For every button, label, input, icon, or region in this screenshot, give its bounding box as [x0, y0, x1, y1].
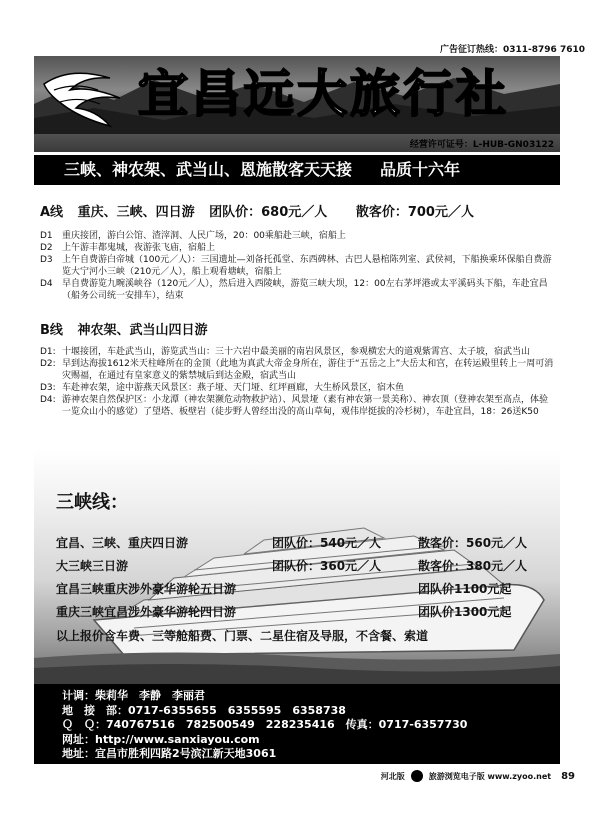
reception-line: 地 接 部：0717-6355655 6355595 6358738 [62, 703, 346, 717]
price-row: 大三峡三日游 团队价：360元／人 散客价：380元／人 [56, 559, 528, 573]
page-number: 89 [561, 770, 575, 782]
route-a-group-price: 团队价：680元／人 [209, 205, 328, 220]
price-row: 重庆三峡宜昌涉外豪华游轮四日游 团队价1300元起 [56, 605, 512, 619]
route-a-header [40, 201, 484, 220]
agency-title: 宜昌远大旅行社 [138, 65, 509, 123]
itinerary-day: D2 上午游丰都鬼城，夜游张飞庙，宿船上 [40, 243, 216, 253]
ad-hotline: 广告征订热线：0311-8796 7610 [439, 45, 585, 55]
edition-label: 河北版 [380, 771, 405, 781]
sanxia-title: 三峡线： [56, 492, 128, 513]
planner-line: 计调：柴莉华 李静 李丽君 [62, 689, 205, 702]
price-row: 宜昌、三峡、重庆四日游 团队价：540元／人 散客价：560元／人 [56, 536, 528, 550]
route-a-name: 重庆、三峡、四日游 [77, 205, 195, 220]
site-label: 旅游浏览电子版 www.zyoo.net [428, 771, 552, 781]
itinerary-day: D3 上午自费游白帝城（100元／人）：三国遗址—刘备托孤堂、东西碑林、古巴人悬棺陈列室、武侯祠，下船换乘环保船自费游览大宁河小三峡（210元／人），船上观看塘峡，宿船上 [40, 255, 552, 277]
header-banner [34, 56, 560, 152]
route-b-code: B线 [40, 323, 63, 338]
website-line[interactable]: 网址：http://www.sanxiayou.com [62, 732, 260, 746]
route-b-header [40, 319, 217, 338]
tagline-bar [34, 155, 560, 185]
itinerary-day: D1 重庆接团，游白公馆、渣滓洞、人民广场，20：00乘船赴三峡，宿船上 [40, 231, 346, 241]
itinerary-day: D4 早自费游览九畹溪峡谷（120元／人），然后进入西陵峡，游览三峡大坝，12：00左右茅坪港或太平溪码头下船，车赴宜昌（船务公司统一安排车），结束 [40, 279, 548, 301]
route-a-itinerary [40, 230, 555, 302]
price-row: 宜昌三峡重庆涉外豪华游轮五日游 团队价1100元起 [56, 582, 512, 596]
itinerary-day: D3: 车赴神农架，途中游燕天风景区：燕子垭、天门垭、红坪画廊，大生桥风景区，宿木鱼 [40, 383, 405, 393]
route-a-individual-price: 散客价：700元／人 [355, 205, 474, 220]
address-line: 地址：宜昌市胜利四路2号滨江新天地3061 [62, 747, 277, 760]
logo-circle-icon [411, 770, 423, 782]
itinerary-day: D1: 十堰接团，车赴武当山，游览武当山：三十六岩中最美丽的南岩风景区，参观横宏大的道观紫霄宫、太子坡，宿武当山 [40, 347, 531, 357]
route-a-code: A线 [40, 205, 64, 220]
contact-panel [34, 684, 560, 764]
page-footer [381, 770, 575, 782]
tagline-quality: 品质十六年 [380, 160, 461, 179]
itinerary-day: D4: 游神农架自然保护区：小龙潭（神农架濒危动物救护站）、风景垭（素有神农第一景美称）、神农顶（登神农架至高点，体验一览众山小的感觉）了望塔、板壁岩（徒步野人曾经出没的高山草甸，观伟岸挺拔的冷杉树），车赴宜昌，18：26送K50 [40, 395, 549, 417]
license-number: 经营许可证号：L-HUB-GN03122 [409, 140, 554, 150]
swallow-logo-icon [40, 64, 124, 132]
tagline-main: 三峡、神农架、武当山、恩施散客天天接 [64, 160, 353, 179]
itinerary-day: D2: 早到达海拔1612米天柱峰所在的金顶（此地为真武大帝金身所在，游住于“五岳之上”大岳太和宫，在转运殿里转上一周可消灾赐福，在通过有皇家意义的紫禁城后到达金殿，宿武当山 [40, 359, 554, 381]
route-b-name: 神农架、武当山四日游 [77, 323, 208, 338]
price-note: 以上报价含车费、三等舱船费、门票、二星住宿及导服，不含餐、索道 [56, 629, 429, 643]
route-b-itinerary [40, 346, 555, 418]
qq-fax-line: Ｑ Ｑ：740767516 782500549 228235416 传真：0717-6357730 [62, 718, 468, 731]
